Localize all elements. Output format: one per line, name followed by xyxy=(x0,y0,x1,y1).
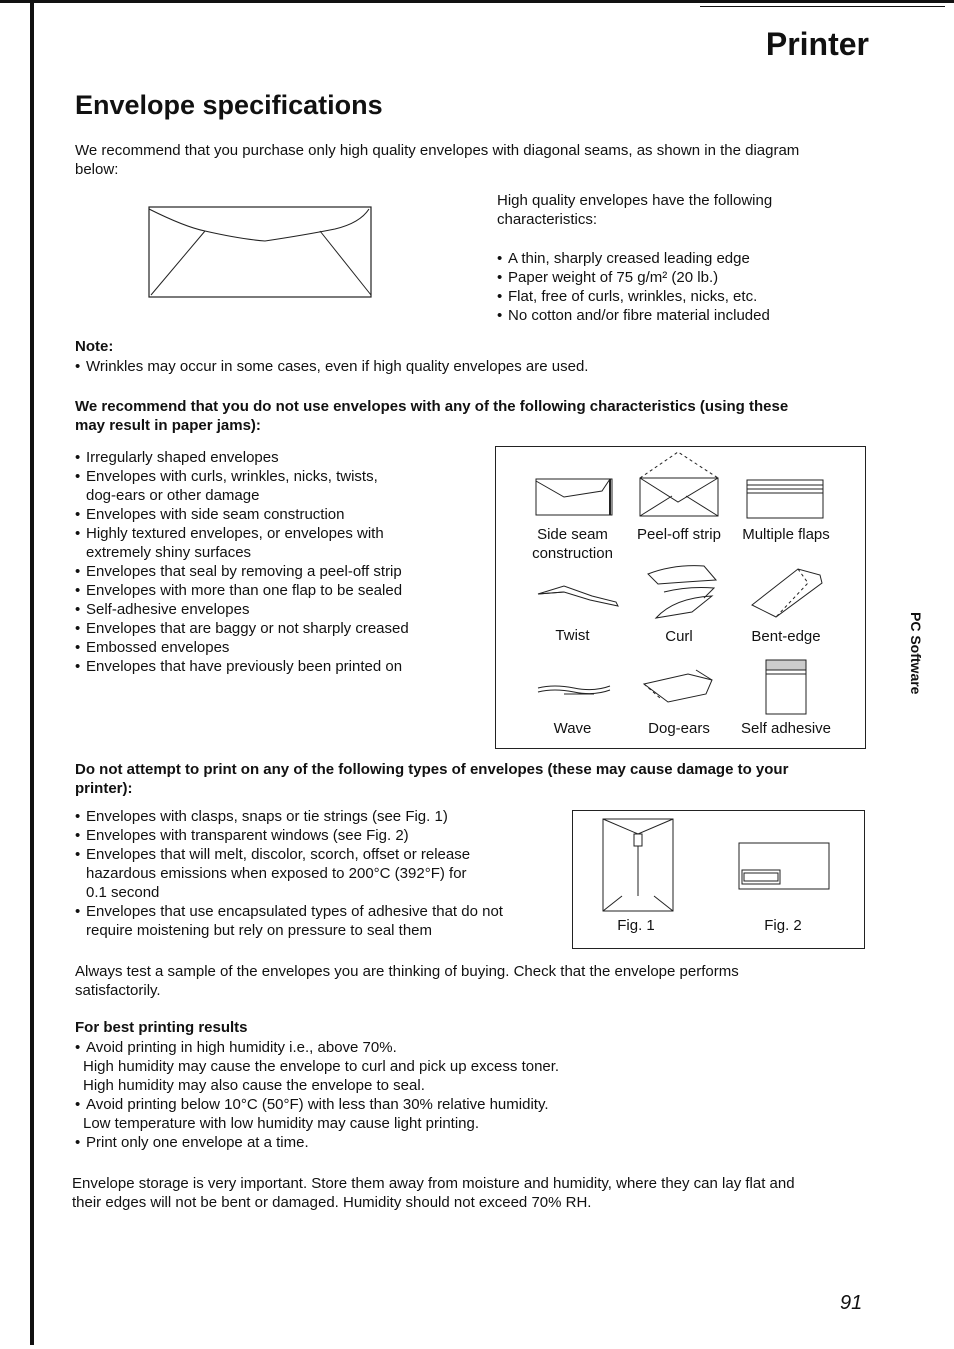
avoid-item xyxy=(75,505,485,524)
damage-heading-line: printer): xyxy=(75,780,133,797)
avoid-item xyxy=(75,581,485,600)
note-label: Note: xyxy=(75,338,114,355)
avoid-item-line: • Envelopes that are baggy or not sharply creased xyxy=(86,620,409,637)
damage-item-line: hazardous emissions when exposed to 200°C (392°F) for xyxy=(86,865,467,882)
top-rule xyxy=(0,0,954,3)
curl-envelope-icon xyxy=(644,562,720,624)
top-rule-thin xyxy=(700,6,945,7)
storage-line: their edges will not be bent or damaged. Humidity should not exceed 70% RH. xyxy=(72,1194,592,1211)
avoid-item xyxy=(75,467,485,505)
best-heading: For best printing results xyxy=(75,1019,248,1036)
label-multiple-flaps: Multiple flaps xyxy=(742,526,830,543)
quality-lead xyxy=(497,191,772,229)
avoid-item-line: • Embossed envelopes xyxy=(86,639,230,656)
avoid-heading xyxy=(75,397,875,435)
dog-ears-envelope-icon xyxy=(640,668,716,710)
wave-envelope-icon xyxy=(534,680,614,700)
damage-item-line: • Envelopes that will melt, discolor, scorch, offset or release xyxy=(86,846,471,863)
damage-item-line: 0.1 second xyxy=(86,884,160,901)
intro-line: We recommend that you purchase only high quality envelopes with diagonal seams, as shown in the diagram xyxy=(75,142,800,159)
best-item: • Avoid printing below 10°C (50°F) with less than 30% relative humidity. xyxy=(75,1095,875,1114)
label-peel-off-strip: Peel-off strip xyxy=(637,526,721,543)
best-item-detail: Low temperature with low humidity may cause light printing. xyxy=(83,1115,480,1132)
fig1-caption: Fig. 1 xyxy=(617,917,655,934)
avoid-item xyxy=(75,638,485,657)
quality-item: • Flat, free of curls, wrinkles, nicks, etc. xyxy=(497,287,770,306)
label-dog-ears: Dog-ears xyxy=(648,720,710,737)
diagonal-seam-envelope-diagram xyxy=(145,203,375,301)
note-item: • Wrinkles may occur in some cases, even if high quality envelopes are used. xyxy=(75,357,954,376)
fig2-caption: Fig. 2 xyxy=(764,917,802,934)
avoid-item-line: • Envelopes with side seam construction xyxy=(86,506,345,523)
avoid-item-line: • Highly textured envelopes, or envelopes with xyxy=(86,525,384,542)
section-title: Printer xyxy=(765,26,869,62)
avoid-heading-line: may result in paper jams): xyxy=(75,417,261,434)
damage-item-line: • Envelopes with clasps, snaps or tie strings (see Fig. 1) xyxy=(86,808,448,825)
label-side-seam-line: construction xyxy=(532,545,613,562)
avoid-item-line: • Envelopes that have previously been printed on xyxy=(86,658,403,675)
avoid-item-line: dog-ears or other damage xyxy=(86,487,260,504)
damage-item xyxy=(75,807,555,826)
damage-item-line: require moistening but rely on pressure to seal them xyxy=(86,922,433,939)
avoid-item-line: • Irregularly shaped envelopes xyxy=(86,449,279,466)
best-item-detail: High humidity may cause the envelope to curl and pick up excess toner. xyxy=(83,1058,560,1075)
avoid-item xyxy=(75,619,485,638)
storage-paragraph xyxy=(72,1174,872,1212)
avoid-item xyxy=(75,524,485,562)
intro-paragraph xyxy=(75,141,875,179)
quality-list xyxy=(497,249,770,325)
bent-edge-envelope-icon xyxy=(748,565,826,621)
peel-off-strip-envelope-icon xyxy=(638,450,720,520)
avoid-item xyxy=(75,657,485,676)
avoid-list xyxy=(75,448,485,676)
label-curl: Curl xyxy=(665,628,693,645)
damage-item-line: • Envelopes with transparent windows (see Fig. 2) xyxy=(86,827,409,844)
multiple-flaps-envelope-icon xyxy=(745,478,827,520)
best-item: • Avoid printing in high humidity i.e., above 70%. xyxy=(75,1038,875,1057)
damage-item xyxy=(75,902,555,940)
avoid-item-line: • Envelopes that seal by removing a peel-off strip xyxy=(86,563,402,580)
damage-item xyxy=(75,845,555,902)
quality-item: • Paper weight of 75 g/m² (20 lb.) xyxy=(497,268,770,287)
quality-item: • No cotton and/or fibre material included xyxy=(497,306,770,325)
damage-item xyxy=(75,826,555,845)
label-side-seam xyxy=(520,525,625,563)
avoid-item-line: extremely shiny surfaces xyxy=(86,544,252,561)
avoid-item-line: • Envelopes with more than one flap to be sealed xyxy=(86,582,403,599)
binding-edge xyxy=(30,0,34,1345)
damage-item-line: • Envelopes that use encapsulated types of adhesive that do not xyxy=(86,903,503,920)
self-adhesive-envelope-icon xyxy=(763,656,809,716)
best-list xyxy=(75,1038,875,1152)
side-seam-envelope-icon xyxy=(534,475,614,519)
avoid-item-line: • Self-adhesive envelopes xyxy=(86,601,250,618)
label-twist: Twist xyxy=(555,627,590,644)
avoid-item-line: • Envelopes with curls, wrinkles, nicks, twists, xyxy=(86,468,378,485)
best-item: • Print only one envelope at a time. xyxy=(75,1133,875,1152)
damage-heading xyxy=(75,760,875,798)
test-line: satisfactorily. xyxy=(75,982,161,999)
window-envelope-icon xyxy=(736,840,832,892)
clasp-envelope-icon xyxy=(600,816,676,914)
label-wave: Wave xyxy=(553,720,592,737)
page-title: Envelope specifications xyxy=(75,90,383,120)
label-self-adhesive: Self adhesive xyxy=(740,720,832,737)
best-item-detail: High humidity may also cause the envelope to seal. xyxy=(83,1077,425,1094)
side-tab-label: PC Software xyxy=(908,612,924,695)
quality-lead-line: High quality envelopes have the following xyxy=(497,192,773,209)
quality-lead-line: characteristics: xyxy=(497,211,598,228)
test-paragraph xyxy=(75,962,875,1000)
intro-line: below: xyxy=(75,161,119,178)
quality-item: • A thin, sharply creased leading edge xyxy=(497,249,770,268)
avoid-item xyxy=(75,600,485,619)
page-number: 91 xyxy=(840,1292,863,1314)
avoid-heading-line: We recommend that you do not use envelopes with any of the following characteristics (using these xyxy=(75,398,789,415)
damage-list xyxy=(75,807,555,940)
avoid-item xyxy=(75,448,485,467)
label-bent-edge: Bent-edge xyxy=(751,628,821,645)
storage-line: Envelope storage is very important. Store them away from moisture and humidity, where they can lay flat and xyxy=(72,1175,795,1192)
test-line: Always test a sample of the envelopes you are thinking of buying. Check that the envelope performs xyxy=(75,963,739,980)
twist-envelope-icon xyxy=(534,578,620,608)
damage-heading-line: Do not attempt to print on any of the following types of envelopes (these may cause damage to your xyxy=(75,761,789,778)
avoid-item xyxy=(75,562,485,581)
label-side-seam-line: Side seam xyxy=(537,526,608,543)
